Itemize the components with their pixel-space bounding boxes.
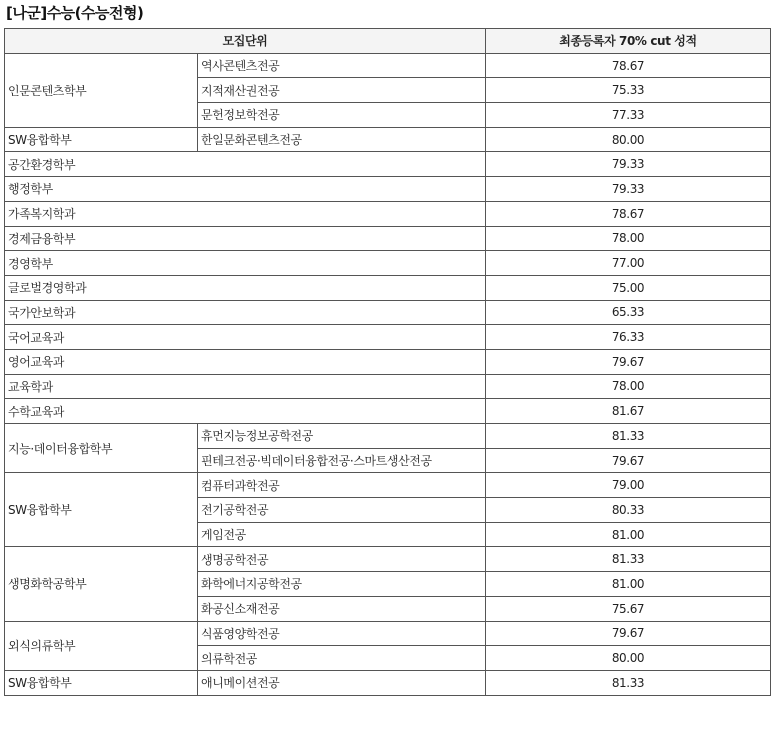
department-cell: 국가안보학과 (5, 300, 486, 325)
major-cell: 게임전공 (198, 522, 486, 547)
table-row (5, 374, 771, 399)
department-cell: SW융합학부 (5, 127, 198, 152)
table-row (5, 621, 771, 646)
score-cell: 76.33 (486, 325, 771, 350)
score-cell: 78.00 (486, 226, 771, 251)
table-row (5, 300, 771, 325)
department-cell: 생명화학공학부 (5, 547, 198, 621)
table-row (5, 226, 771, 251)
department-cell: 외식의류학부 (5, 621, 198, 670)
table-row (5, 670, 771, 695)
department-cell: 글로벌경영학과 (5, 275, 486, 300)
score-cell: 79.67 (486, 349, 771, 374)
table-row (5, 399, 771, 424)
department-cell: 경영학부 (5, 251, 486, 276)
major-cell: 문헌정보학전공 (198, 103, 486, 128)
score-cell: 78.67 (486, 53, 771, 78)
major-cell: 컴퓨터과학전공 (198, 473, 486, 498)
table-row (5, 349, 771, 374)
admission-results-table (4, 28, 771, 696)
score-cell: 79.67 (486, 448, 771, 473)
department-cell: 영어교육과 (5, 349, 486, 374)
major-cell: 휴먼지능정보공학전공 (198, 424, 486, 449)
major-cell: 핀테크전공·빅데이터융합전공·스마트생산전공 (198, 448, 486, 473)
score-cell: 81.67 (486, 399, 771, 424)
score-cell: 81.33 (486, 547, 771, 572)
major-cell: 전기공학전공 (198, 498, 486, 523)
score-cell: 78.00 (486, 374, 771, 399)
major-cell: 의류학전공 (198, 646, 486, 671)
table-row (5, 424, 771, 449)
column-header-score: 최종등록자 70% cut 성적 (486, 29, 771, 54)
score-cell: 79.33 (486, 177, 771, 202)
department-cell: 공간환경학부 (5, 152, 486, 177)
score-cell: 75.00 (486, 275, 771, 300)
score-cell: 79.00 (486, 473, 771, 498)
major-cell: 생명공학전공 (198, 547, 486, 572)
department-cell: 교육학과 (5, 374, 486, 399)
page-title: [나군]수능(수능전형) (6, 4, 144, 22)
table-row (5, 177, 771, 202)
score-cell: 75.67 (486, 596, 771, 621)
table-row (5, 275, 771, 300)
department-cell: SW융합학부 (5, 473, 198, 547)
score-cell: 80.33 (486, 498, 771, 523)
column-header-unit: 모집단위 (5, 29, 486, 54)
table-row (5, 127, 771, 152)
score-cell: 80.00 (486, 646, 771, 671)
department-cell: 인문콘텐츠학부 (5, 53, 198, 127)
score-cell: 75.33 (486, 78, 771, 103)
table-row (5, 547, 771, 572)
score-cell: 81.00 (486, 572, 771, 597)
table-body (5, 53, 771, 695)
major-cell: 지적재산권전공 (198, 78, 486, 103)
major-cell: 화공신소재전공 (198, 596, 486, 621)
score-cell: 79.67 (486, 621, 771, 646)
score-cell: 78.67 (486, 201, 771, 226)
major-cell: 애니메이션전공 (198, 670, 486, 695)
table-row (5, 473, 771, 498)
major-cell: 역사콘텐츠전공 (198, 53, 486, 78)
score-cell: 65.33 (486, 300, 771, 325)
score-cell: 81.00 (486, 522, 771, 547)
score-cell: 77.00 (486, 251, 771, 276)
department-cell: 가족복지학과 (5, 201, 486, 226)
major-cell: 화학에너지공학전공 (198, 572, 486, 597)
table-row (5, 251, 771, 276)
department-cell: SW융합학부 (5, 670, 198, 695)
department-cell: 행정학부 (5, 177, 486, 202)
score-cell: 80.00 (486, 127, 771, 152)
table-row (5, 201, 771, 226)
department-cell: 경제금융학부 (5, 226, 486, 251)
major-cell: 식품영양학전공 (198, 621, 486, 646)
table-row (5, 53, 771, 78)
major-cell: 한일문화콘텐츠전공 (198, 127, 486, 152)
table-header-row (5, 29, 771, 54)
department-cell: 수학교육과 (5, 399, 486, 424)
score-cell: 77.33 (486, 103, 771, 128)
table-row (5, 325, 771, 350)
score-cell: 81.33 (486, 424, 771, 449)
score-cell: 81.33 (486, 670, 771, 695)
department-cell: 지능·데이터융합학부 (5, 424, 198, 473)
department-cell: 국어교육과 (5, 325, 486, 350)
table-row (5, 152, 771, 177)
score-cell: 79.33 (486, 152, 771, 177)
